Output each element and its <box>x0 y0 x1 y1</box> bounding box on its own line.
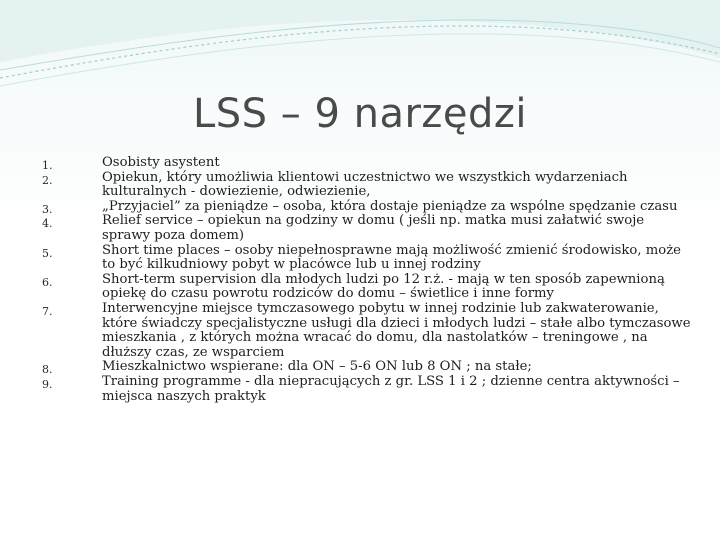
list-item <box>42 214 692 243</box>
list-item <box>42 156 692 171</box>
list-item <box>42 200 692 215</box>
item-text: Osobisty asystent <box>102 155 220 170</box>
list-item <box>42 302 692 360</box>
item-number: 6. <box>42 275 53 289</box>
item-number: 8. <box>42 363 53 377</box>
item-number: 1. <box>42 159 53 172</box>
item-number: 9. <box>42 377 53 391</box>
item-text: Opiekun, który umożliwia klientowi uczestnictwo we wszystkich wydarzeniach kulturalnych - dowiezienie, odwiezienie, <box>102 169 628 200</box>
item-number: 5. <box>42 246 53 260</box>
list-item <box>42 244 692 273</box>
tools-list <box>42 156 692 404</box>
item-number: 2. <box>42 173 53 187</box>
item-number: 3. <box>42 202 53 216</box>
list-item <box>42 375 692 404</box>
item-number: 7. <box>42 304 53 318</box>
list-item <box>42 273 692 302</box>
item-text: Mieszkalnictwo wspierane: dla ON – 5-6 ON lub 8 ON ; na stałe; <box>102 359 532 375</box>
item-number: 4. <box>42 217 53 231</box>
item-text: Training programme - dla niepracujących z gr. LSS 1 i 2 ; dzienne centra aktywności – miejsca naszych praktyk <box>102 373 680 404</box>
item-text: Short time places – osoby niepełnosprawne mają możliwość zmienić środowisko, może to być kilkudniowy pobyt w placówce lub u innej rodziny <box>102 242 681 273</box>
item-text: „Przyjaciel” za pieniądze – osoba, która dostaje pieniądze za wspólne spędzanie czasu <box>102 198 678 214</box>
list-item <box>42 360 692 375</box>
item-text: Short-term supervision dla młodych ludzi po 12 r.ż. - mają w ten sposób zapewnioną opiekę do czasu powrotu rodziców do domu – świetlice i inne formy <box>102 271 665 302</box>
slide-title: LSS – 9 narzędzi <box>192 91 528 137</box>
item-text: Interwencyjne miejsce tymczasowego pobytu w innej rodzinie lub zakwaterowanie, które świadczy specjalistyczne usługi dla dzieci i młodych ludzi – stałe albo tymczasowe mieszkania , z których można wracać do domu, dla nastolatków – treningowe , na dłuższy czas, ze wsparciem <box>102 300 691 360</box>
list-item <box>42 171 692 200</box>
item-text: Relief service – opiekun na godziny w domu ( jeśli np. matka musi załatwić swoje sprawy poza domem) <box>102 213 645 243</box>
